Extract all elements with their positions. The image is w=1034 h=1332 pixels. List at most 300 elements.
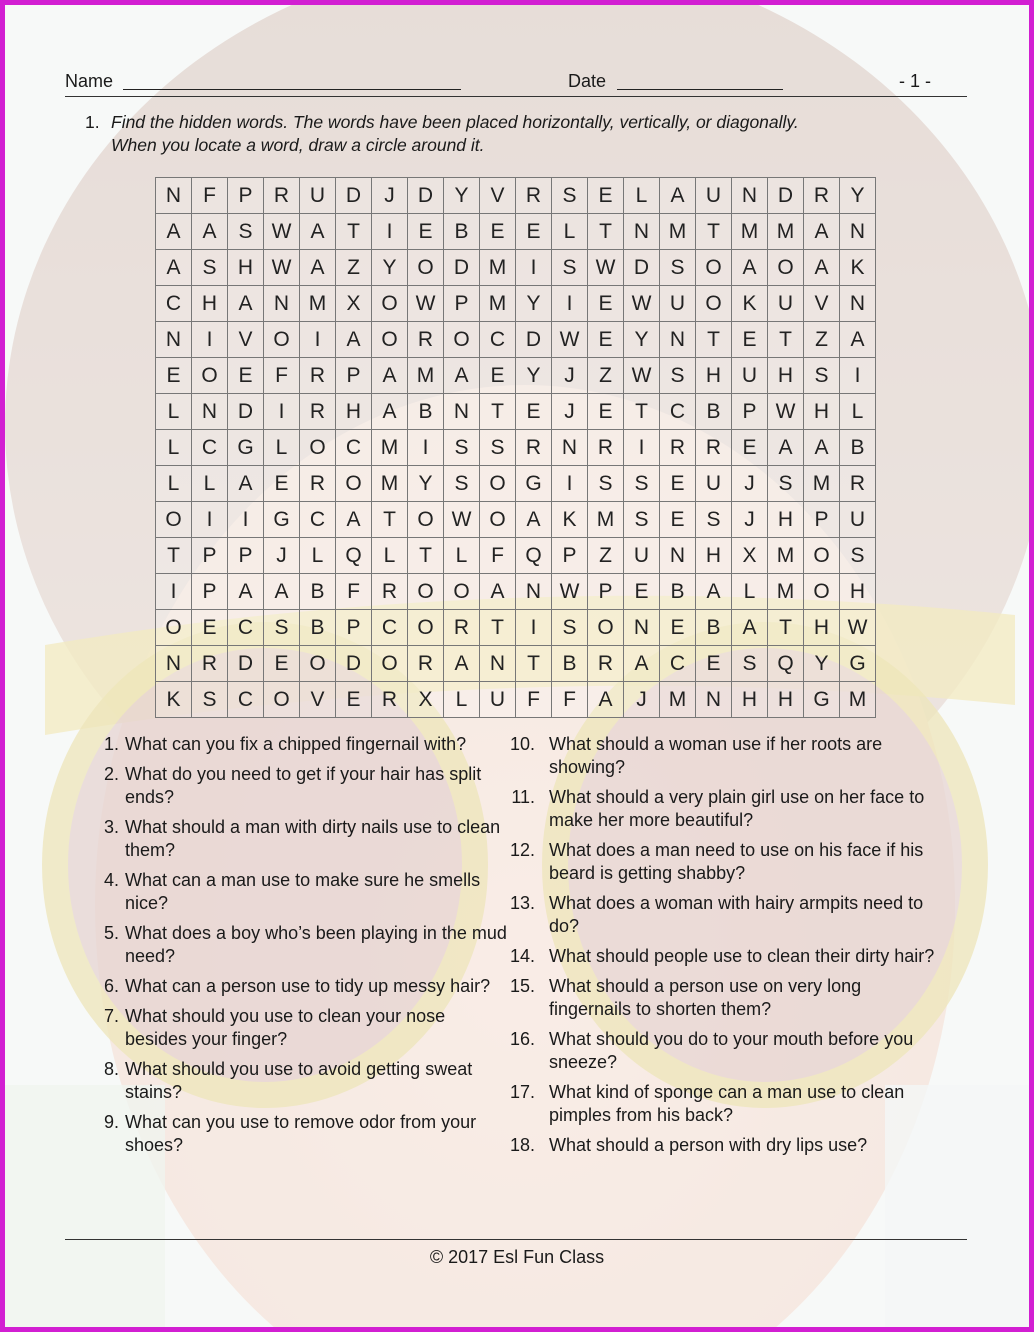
grid-cell[interactable]: B	[696, 394, 732, 430]
grid-cell[interactable]: L	[192, 466, 228, 502]
grid-cell[interactable]: L	[372, 538, 408, 574]
grid-cell[interactable]: Y	[408, 466, 444, 502]
grid-cell[interactable]: J	[552, 394, 588, 430]
grid-cell[interactable]: D	[336, 178, 372, 214]
grid-cell[interactable]: N	[840, 214, 876, 250]
grid-cell[interactable]: M	[768, 538, 804, 574]
grid-cell[interactable]: S	[624, 466, 660, 502]
grid-cell[interactable]: C	[156, 286, 192, 322]
grid-cell[interactable]: D	[228, 646, 264, 682]
grid-cell[interactable]: O	[480, 502, 516, 538]
grid-cell[interactable]: S	[840, 538, 876, 574]
grid-cell[interactable]: W	[552, 322, 588, 358]
grid-cell[interactable]: J	[624, 682, 660, 718]
grid-cell[interactable]: A	[840, 322, 876, 358]
grid-cell[interactable]: M	[660, 214, 696, 250]
grid-cell[interactable]: A	[264, 574, 300, 610]
grid-cell[interactable]: S	[444, 466, 480, 502]
grid-cell[interactable]: S	[192, 682, 228, 718]
grid-cell[interactable]: W	[624, 358, 660, 394]
grid-cell[interactable]: W	[768, 394, 804, 430]
grid-cell[interactable]: E	[480, 358, 516, 394]
grid-cell[interactable]: U	[732, 358, 768, 394]
grid-cell[interactable]: B	[300, 610, 336, 646]
grid-cell[interactable]: A	[372, 394, 408, 430]
grid-cell[interactable]: S	[552, 610, 588, 646]
date-blank[interactable]	[617, 89, 783, 90]
grid-cell[interactable]: A	[768, 430, 804, 466]
grid-cell[interactable]: E	[660, 466, 696, 502]
grid-cell[interactable]: H	[804, 610, 840, 646]
grid-cell[interactable]: B	[840, 430, 876, 466]
grid-cell[interactable]: U	[696, 178, 732, 214]
grid-cell[interactable]: W	[444, 502, 480, 538]
grid-cell[interactable]: N	[156, 178, 192, 214]
grid-cell[interactable]: V	[300, 682, 336, 718]
grid-cell[interactable]: H	[768, 502, 804, 538]
grid-cell[interactable]: S	[192, 250, 228, 286]
grid-cell[interactable]: Q	[516, 538, 552, 574]
grid-cell[interactable]: A	[804, 430, 840, 466]
grid-cell[interactable]: A	[732, 610, 768, 646]
grid-cell[interactable]: L	[552, 214, 588, 250]
grid-cell[interactable]: T	[372, 502, 408, 538]
grid-cell[interactable]: U	[624, 538, 660, 574]
grid-cell[interactable]: B	[696, 610, 732, 646]
grid-cell[interactable]: E	[264, 466, 300, 502]
grid-cell[interactable]: Z	[588, 358, 624, 394]
grid-cell[interactable]: R	[588, 646, 624, 682]
grid-cell[interactable]: K	[732, 286, 768, 322]
grid-cell[interactable]: H	[696, 538, 732, 574]
grid-cell[interactable]: O	[408, 502, 444, 538]
grid-cell[interactable]: E	[696, 646, 732, 682]
grid-cell[interactable]: H	[696, 358, 732, 394]
grid-cell[interactable]: B	[552, 646, 588, 682]
word-search-grid[interactable]	[155, 177, 876, 718]
grid-cell[interactable]: L	[732, 574, 768, 610]
grid-cell[interactable]: E	[732, 430, 768, 466]
grid-cell[interactable]: P	[336, 358, 372, 394]
grid-cell[interactable]: A	[804, 214, 840, 250]
grid-cell[interactable]: S	[660, 250, 696, 286]
grid-cell[interactable]: T	[696, 322, 732, 358]
grid-cell[interactable]: W	[624, 286, 660, 322]
grid-cell[interactable]: N	[552, 430, 588, 466]
grid-cell[interactable]: X	[732, 538, 768, 574]
grid-cell[interactable]: U	[480, 682, 516, 718]
grid-cell[interactable]: R	[408, 322, 444, 358]
grid-cell[interactable]: N	[732, 178, 768, 214]
grid-cell[interactable]: A	[696, 574, 732, 610]
grid-cell[interactable]: Y	[840, 178, 876, 214]
grid-cell[interactable]: E	[156, 358, 192, 394]
grid-cell[interactable]: N	[660, 538, 696, 574]
grid-cell[interactable]: J	[372, 178, 408, 214]
grid-cell[interactable]: D	[768, 178, 804, 214]
grid-cell[interactable]: O	[264, 322, 300, 358]
grid-cell[interactable]: O	[480, 466, 516, 502]
grid-cell[interactable]: H	[840, 574, 876, 610]
grid-cell[interactable]: T	[480, 394, 516, 430]
grid-cell[interactable]: A	[444, 646, 480, 682]
grid-cell[interactable]: O	[264, 682, 300, 718]
grid-cell[interactable]: O	[372, 646, 408, 682]
grid-cell[interactable]: G	[804, 682, 840, 718]
grid-cell[interactable]: I	[156, 574, 192, 610]
grid-cell[interactable]: T	[696, 214, 732, 250]
grid-cell[interactable]: A	[336, 322, 372, 358]
grid-cell[interactable]: S	[552, 250, 588, 286]
grid-cell[interactable]: O	[156, 610, 192, 646]
grid-cell[interactable]: A	[444, 358, 480, 394]
grid-cell[interactable]: J	[732, 466, 768, 502]
grid-cell[interactable]: R	[516, 430, 552, 466]
grid-cell[interactable]: S	[660, 358, 696, 394]
grid-cell[interactable]: L	[444, 538, 480, 574]
grid-cell[interactable]: O	[444, 574, 480, 610]
grid-cell[interactable]: C	[228, 682, 264, 718]
grid-cell[interactable]: G	[228, 430, 264, 466]
grid-cell[interactable]: M	[660, 682, 696, 718]
grid-cell[interactable]: F	[336, 574, 372, 610]
grid-cell[interactable]: M	[732, 214, 768, 250]
grid-cell[interactable]: O	[804, 538, 840, 574]
grid-cell[interactable]: O	[372, 322, 408, 358]
grid-cell[interactable]: U	[768, 286, 804, 322]
grid-cell[interactable]: M	[372, 466, 408, 502]
grid-cell[interactable]: H	[768, 682, 804, 718]
grid-cell[interactable]: J	[732, 502, 768, 538]
grid-cell[interactable]: E	[624, 574, 660, 610]
grid-cell[interactable]: A	[228, 574, 264, 610]
grid-cell[interactable]: A	[336, 502, 372, 538]
grid-cell[interactable]: L	[840, 394, 876, 430]
grid-cell[interactable]: Z	[804, 322, 840, 358]
grid-cell[interactable]: L	[156, 430, 192, 466]
grid-cell[interactable]: A	[300, 250, 336, 286]
grid-cell[interactable]: D	[444, 250, 480, 286]
grid-cell[interactable]: E	[228, 358, 264, 394]
grid-cell[interactable]: D	[336, 646, 372, 682]
grid-cell[interactable]: T	[408, 538, 444, 574]
grid-cell[interactable]: M	[300, 286, 336, 322]
grid-cell[interactable]: N	[480, 646, 516, 682]
grid-cell[interactable]: E	[264, 646, 300, 682]
grid-cell[interactable]: S	[624, 502, 660, 538]
grid-cell[interactable]: S	[732, 646, 768, 682]
grid-cell[interactable]: H	[804, 394, 840, 430]
grid-cell[interactable]: M	[840, 682, 876, 718]
grid-cell[interactable]: O	[156, 502, 192, 538]
grid-cell[interactable]: O	[408, 610, 444, 646]
grid-cell[interactable]: D	[516, 322, 552, 358]
grid-cell[interactable]: T	[768, 610, 804, 646]
grid-cell[interactable]: D	[624, 250, 660, 286]
grid-cell[interactable]: K	[552, 502, 588, 538]
grid-cell[interactable]: I	[264, 394, 300, 430]
grid-cell[interactable]: A	[588, 682, 624, 718]
grid-cell[interactable]: M	[480, 286, 516, 322]
grid-cell[interactable]: H	[732, 682, 768, 718]
grid-cell[interactable]: R	[264, 178, 300, 214]
grid-cell[interactable]: N	[840, 286, 876, 322]
grid-cell[interactable]: P	[444, 286, 480, 322]
grid-cell[interactable]: E	[732, 322, 768, 358]
grid-cell[interactable]: A	[516, 502, 552, 538]
grid-cell[interactable]: P	[228, 178, 264, 214]
grid-cell[interactable]: A	[228, 286, 264, 322]
grid-cell[interactable]: O	[768, 250, 804, 286]
grid-cell[interactable]: X	[336, 286, 372, 322]
grid-cell[interactable]: S	[444, 430, 480, 466]
grid-cell[interactable]: O	[804, 574, 840, 610]
grid-cell[interactable]: S	[264, 610, 300, 646]
grid-cell[interactable]: N	[624, 610, 660, 646]
grid-cell[interactable]: G	[840, 646, 876, 682]
grid-cell[interactable]: H	[768, 358, 804, 394]
grid-cell[interactable]: B	[300, 574, 336, 610]
grid-cell[interactable]: C	[480, 322, 516, 358]
grid-cell[interactable]: P	[192, 574, 228, 610]
grid-cell[interactable]: A	[624, 646, 660, 682]
grid-cell[interactable]: I	[228, 502, 264, 538]
grid-cell[interactable]: U	[660, 286, 696, 322]
grid-cell[interactable]: C	[300, 502, 336, 538]
grid-cell[interactable]: T	[768, 322, 804, 358]
grid-cell[interactable]: I	[372, 214, 408, 250]
grid-cell[interactable]: P	[552, 538, 588, 574]
grid-cell[interactable]: V	[804, 286, 840, 322]
grid-cell[interactable]: N	[624, 214, 660, 250]
grid-cell[interactable]: E	[192, 610, 228, 646]
grid-cell[interactable]: A	[156, 250, 192, 286]
grid-cell[interactable]: R	[696, 430, 732, 466]
grid-cell[interactable]: F	[480, 538, 516, 574]
grid-cell[interactable]: X	[408, 682, 444, 718]
grid-cell[interactable]: I	[516, 610, 552, 646]
grid-cell[interactable]: A	[804, 250, 840, 286]
grid-cell[interactable]: N	[156, 322, 192, 358]
grid-cell[interactable]: B	[444, 214, 480, 250]
grid-cell[interactable]: E	[660, 610, 696, 646]
grid-cell[interactable]: W	[264, 250, 300, 286]
grid-cell[interactable]: L	[624, 178, 660, 214]
grid-cell[interactable]: W	[840, 610, 876, 646]
grid-cell[interactable]: A	[372, 358, 408, 394]
grid-cell[interactable]: F	[516, 682, 552, 718]
grid-cell[interactable]: C	[660, 394, 696, 430]
grid-cell[interactable]: S	[588, 466, 624, 502]
grid-cell[interactable]: G	[264, 502, 300, 538]
grid-cell[interactable]: M	[768, 574, 804, 610]
grid-cell[interactable]: N	[516, 574, 552, 610]
grid-cell[interactable]: P	[732, 394, 768, 430]
grid-cell[interactable]: E	[516, 214, 552, 250]
grid-cell[interactable]: R	[408, 646, 444, 682]
grid-cell[interactable]: M	[804, 466, 840, 502]
grid-cell[interactable]: N	[660, 322, 696, 358]
grid-cell[interactable]: O	[408, 574, 444, 610]
grid-cell[interactable]: I	[408, 430, 444, 466]
grid-cell[interactable]: E	[588, 286, 624, 322]
grid-cell[interactable]: L	[300, 538, 336, 574]
grid-cell[interactable]: A	[732, 250, 768, 286]
grid-cell[interactable]: N	[156, 646, 192, 682]
grid-cell[interactable]: K	[840, 250, 876, 286]
grid-cell[interactable]: W	[408, 286, 444, 322]
grid-cell[interactable]: U	[696, 466, 732, 502]
grid-cell[interactable]: P	[192, 538, 228, 574]
grid-cell[interactable]: R	[372, 574, 408, 610]
grid-cell[interactable]: M	[408, 358, 444, 394]
grid-cell[interactable]: O	[300, 430, 336, 466]
grid-cell[interactable]: O	[300, 646, 336, 682]
grid-cell[interactable]: C	[336, 430, 372, 466]
grid-cell[interactable]: I	[192, 502, 228, 538]
grid-cell[interactable]: B	[408, 394, 444, 430]
grid-cell[interactable]: I	[840, 358, 876, 394]
grid-cell[interactable]: T	[336, 214, 372, 250]
grid-cell[interactable]: E	[408, 214, 444, 250]
grid-cell[interactable]: F	[264, 358, 300, 394]
grid-cell[interactable]: D	[228, 394, 264, 430]
grid-cell[interactable]: W	[588, 250, 624, 286]
grid-cell[interactable]: C	[372, 610, 408, 646]
grid-cell[interactable]: Y	[804, 646, 840, 682]
name-blank[interactable]	[123, 89, 461, 90]
grid-cell[interactable]: U	[300, 178, 336, 214]
grid-cell[interactable]: S	[552, 178, 588, 214]
grid-cell[interactable]: R	[804, 178, 840, 214]
grid-cell[interactable]: S	[768, 466, 804, 502]
grid-cell[interactable]: R	[516, 178, 552, 214]
grid-cell[interactable]: M	[588, 502, 624, 538]
grid-cell[interactable]: E	[480, 214, 516, 250]
grid-cell[interactable]: D	[408, 178, 444, 214]
grid-cell[interactable]: A	[228, 466, 264, 502]
grid-cell[interactable]: Y	[624, 322, 660, 358]
grid-cell[interactable]: T	[624, 394, 660, 430]
grid-cell[interactable]: M	[372, 430, 408, 466]
grid-cell[interactable]: R	[372, 682, 408, 718]
grid-cell[interactable]: T	[516, 646, 552, 682]
grid-cell[interactable]: Y	[516, 286, 552, 322]
grid-cell[interactable]: R	[300, 394, 336, 430]
grid-cell[interactable]: P	[228, 538, 264, 574]
grid-cell[interactable]: I	[516, 250, 552, 286]
grid-cell[interactable]: A	[156, 214, 192, 250]
grid-cell[interactable]: B	[660, 574, 696, 610]
grid-cell[interactable]: O	[336, 466, 372, 502]
grid-cell[interactable]: Y	[444, 178, 480, 214]
grid-cell[interactable]: G	[516, 466, 552, 502]
grid-cell[interactable]: F	[192, 178, 228, 214]
grid-cell[interactable]: L	[264, 430, 300, 466]
grid-cell[interactable]: T	[588, 214, 624, 250]
grid-cell[interactable]: R	[444, 610, 480, 646]
grid-cell[interactable]: R	[300, 466, 336, 502]
grid-cell[interactable]: U	[840, 502, 876, 538]
grid-cell[interactable]: O	[588, 610, 624, 646]
grid-cell[interactable]: I	[552, 466, 588, 502]
grid-cell[interactable]: S	[804, 358, 840, 394]
grid-cell[interactable]: Y	[372, 250, 408, 286]
grid-cell[interactable]: I	[552, 286, 588, 322]
grid-cell[interactable]: E	[588, 322, 624, 358]
grid-cell[interactable]: E	[588, 178, 624, 214]
grid-cell[interactable]: H	[336, 394, 372, 430]
grid-cell[interactable]: N	[444, 394, 480, 430]
grid-cell[interactable]: A	[480, 574, 516, 610]
grid-cell[interactable]: V	[228, 322, 264, 358]
grid-cell[interactable]: P	[804, 502, 840, 538]
grid-cell[interactable]: E	[588, 394, 624, 430]
grid-cell[interactable]: Y	[516, 358, 552, 394]
grid-cell[interactable]: K	[156, 682, 192, 718]
grid-cell[interactable]: I	[300, 322, 336, 358]
grid-cell[interactable]: P	[336, 610, 372, 646]
grid-cell[interactable]: N	[696, 682, 732, 718]
grid-cell[interactable]: S	[228, 214, 264, 250]
grid-cell[interactable]: T	[156, 538, 192, 574]
grid-cell[interactable]: O	[696, 286, 732, 322]
grid-cell[interactable]: S	[696, 502, 732, 538]
grid-cell[interactable]: R	[840, 466, 876, 502]
grid-cell[interactable]: J	[552, 358, 588, 394]
grid-cell[interactable]: T	[480, 610, 516, 646]
grid-cell[interactable]: O	[408, 250, 444, 286]
grid-cell[interactable]: H	[228, 250, 264, 286]
grid-cell[interactable]: M	[768, 214, 804, 250]
grid-cell[interactable]: Z	[588, 538, 624, 574]
grid-cell[interactable]: Q	[768, 646, 804, 682]
grid-cell[interactable]: I	[624, 430, 660, 466]
grid-cell[interactable]: P	[588, 574, 624, 610]
grid-cell[interactable]: F	[552, 682, 588, 718]
grid-cell[interactable]: O	[372, 286, 408, 322]
grid-cell[interactable]: C	[228, 610, 264, 646]
grid-cell[interactable]: R	[192, 646, 228, 682]
grid-cell[interactable]: J	[264, 538, 300, 574]
grid-cell[interactable]: E	[336, 682, 372, 718]
grid-cell[interactable]: V	[480, 178, 516, 214]
grid-cell[interactable]: I	[192, 322, 228, 358]
grid-cell[interactable]: S	[480, 430, 516, 466]
grid-cell[interactable]: W	[264, 214, 300, 250]
grid-cell[interactable]: Z	[336, 250, 372, 286]
grid-cell[interactable]: R	[660, 430, 696, 466]
grid-cell[interactable]: A	[300, 214, 336, 250]
grid-cell[interactable]: N	[192, 394, 228, 430]
grid-cell[interactable]: A	[660, 178, 696, 214]
grid-cell[interactable]: A	[192, 214, 228, 250]
grid-cell[interactable]: R	[300, 358, 336, 394]
grid-cell[interactable]: H	[192, 286, 228, 322]
grid-cell[interactable]: Q	[336, 538, 372, 574]
grid-cell[interactable]: C	[192, 430, 228, 466]
grid-cell[interactable]: O	[192, 358, 228, 394]
grid-cell[interactable]: E	[516, 394, 552, 430]
grid-cell[interactable]: L	[156, 394, 192, 430]
grid-cell[interactable]: O	[444, 322, 480, 358]
grid-cell[interactable]: O	[696, 250, 732, 286]
grid-cell[interactable]: E	[660, 502, 696, 538]
grid-cell[interactable]: R	[588, 430, 624, 466]
grid-cell[interactable]: W	[552, 574, 588, 610]
grid-cell[interactable]: N	[264, 286, 300, 322]
grid-cell[interactable]: L	[444, 682, 480, 718]
